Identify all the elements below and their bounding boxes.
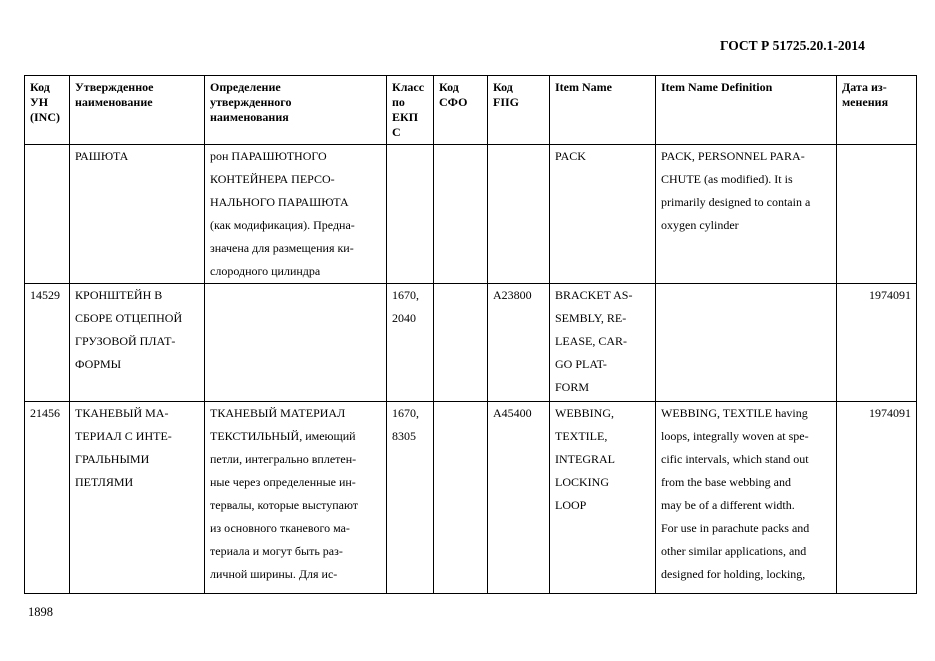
cell-change-date: 1974091 [837,402,917,594]
cell-change-date: 1974091 [837,284,917,402]
table-row [25,402,917,594]
cell-sfo [434,402,488,594]
col-header-fiig: Код FIIG [488,76,550,145]
cell-fiig [488,145,550,284]
document-standard-id: ГОСТ Р 51725.20.1-2014 [720,38,865,53]
cell-sfo [434,284,488,402]
col-header-class: Класс по ЕКП С [387,76,434,145]
cell-inc: 14529 [25,284,70,402]
cell-class: 1670, 8305 [387,402,434,594]
table-row [25,284,917,402]
col-header-item-name-definition: Item Name Definition [656,76,837,145]
cell-change-date [837,145,917,284]
col-header-change-date: Дата из- менения [837,76,917,145]
cell-fiig: A45400 [488,402,550,594]
terms-table [24,75,917,594]
table-header-row [25,76,917,145]
cell-sfo [434,145,488,284]
cell-item-name: BRACKET AS- SEMBLY, RE- LEASE, CAR- GO PLAT- FORM [550,284,656,402]
cell-inc [25,145,70,284]
col-header-definition: Определение утвержденного наименования [205,76,387,145]
cell-definition [205,284,387,402]
cell-fiig: A23800 [488,284,550,402]
cell-item-name-definition: WEBBING, TEXTILE having loops, integrally woven at spe- cific intervals, which stand out from the base webbing and may be of a different width. For use in parachute packs and other similar applications, and designed for holding, locking, [656,402,837,594]
cell-inc: 21456 [25,402,70,594]
cell-approved-name: КРОНШТЕЙН В СБОРЕ ОТЦЕПНОЙ ГРУЗОВОЙ ПЛАТ- ФОРМЫ [70,284,205,402]
cell-class [387,145,434,284]
cell-class: 1670, 2040 [387,284,434,402]
col-header-inc: Код УН (INC) [25,76,70,145]
cell-definition: рон ПАРАШЮТНОГО КОНТЕЙНЕРА ПЕРСО- НАЛЬНОГО ПАРАШЮТА (как модификация). Предна- значена для размещения ки- слородного цилиндра [205,145,387,284]
cell-definition: ТКАНЕВЫЙ МАТЕРИАЛ ТЕКСТИЛЬНЫЙ, имеющий петли, интегрально вплетен- ные через определенные ин- тервалы, которые выступают из основного тканевого ма- териала и могут быть раз- личной ширины. Для ис- [205,402,387,594]
col-header-sfo: Код СФО [434,76,488,145]
col-header-approved-name: Утвержденное наименование [70,76,205,145]
cell-item-name-definition [656,284,837,402]
cell-item-name-definition: PACK, PERSONNEL PARA- CHUTE (as modified). It is primarily designed to contain a oxygen cylinder [656,145,837,284]
cell-item-name: WEBBING, TEXTILE, INTEGRAL LOCKING LOOP [550,402,656,594]
cell-approved-name: ТКАНЕВЫЙ МА- ТЕРИАЛ С ИНТЕ- ГРАЛЬНЫМИ ПЕТЛЯМИ [70,402,205,594]
col-header-item-name: Item Name [550,76,656,145]
cell-approved-name: РАШЮТА [70,145,205,284]
cell-item-name: PACK [550,145,656,284]
page-number: 1898 [28,605,53,619]
table-row [25,145,917,284]
